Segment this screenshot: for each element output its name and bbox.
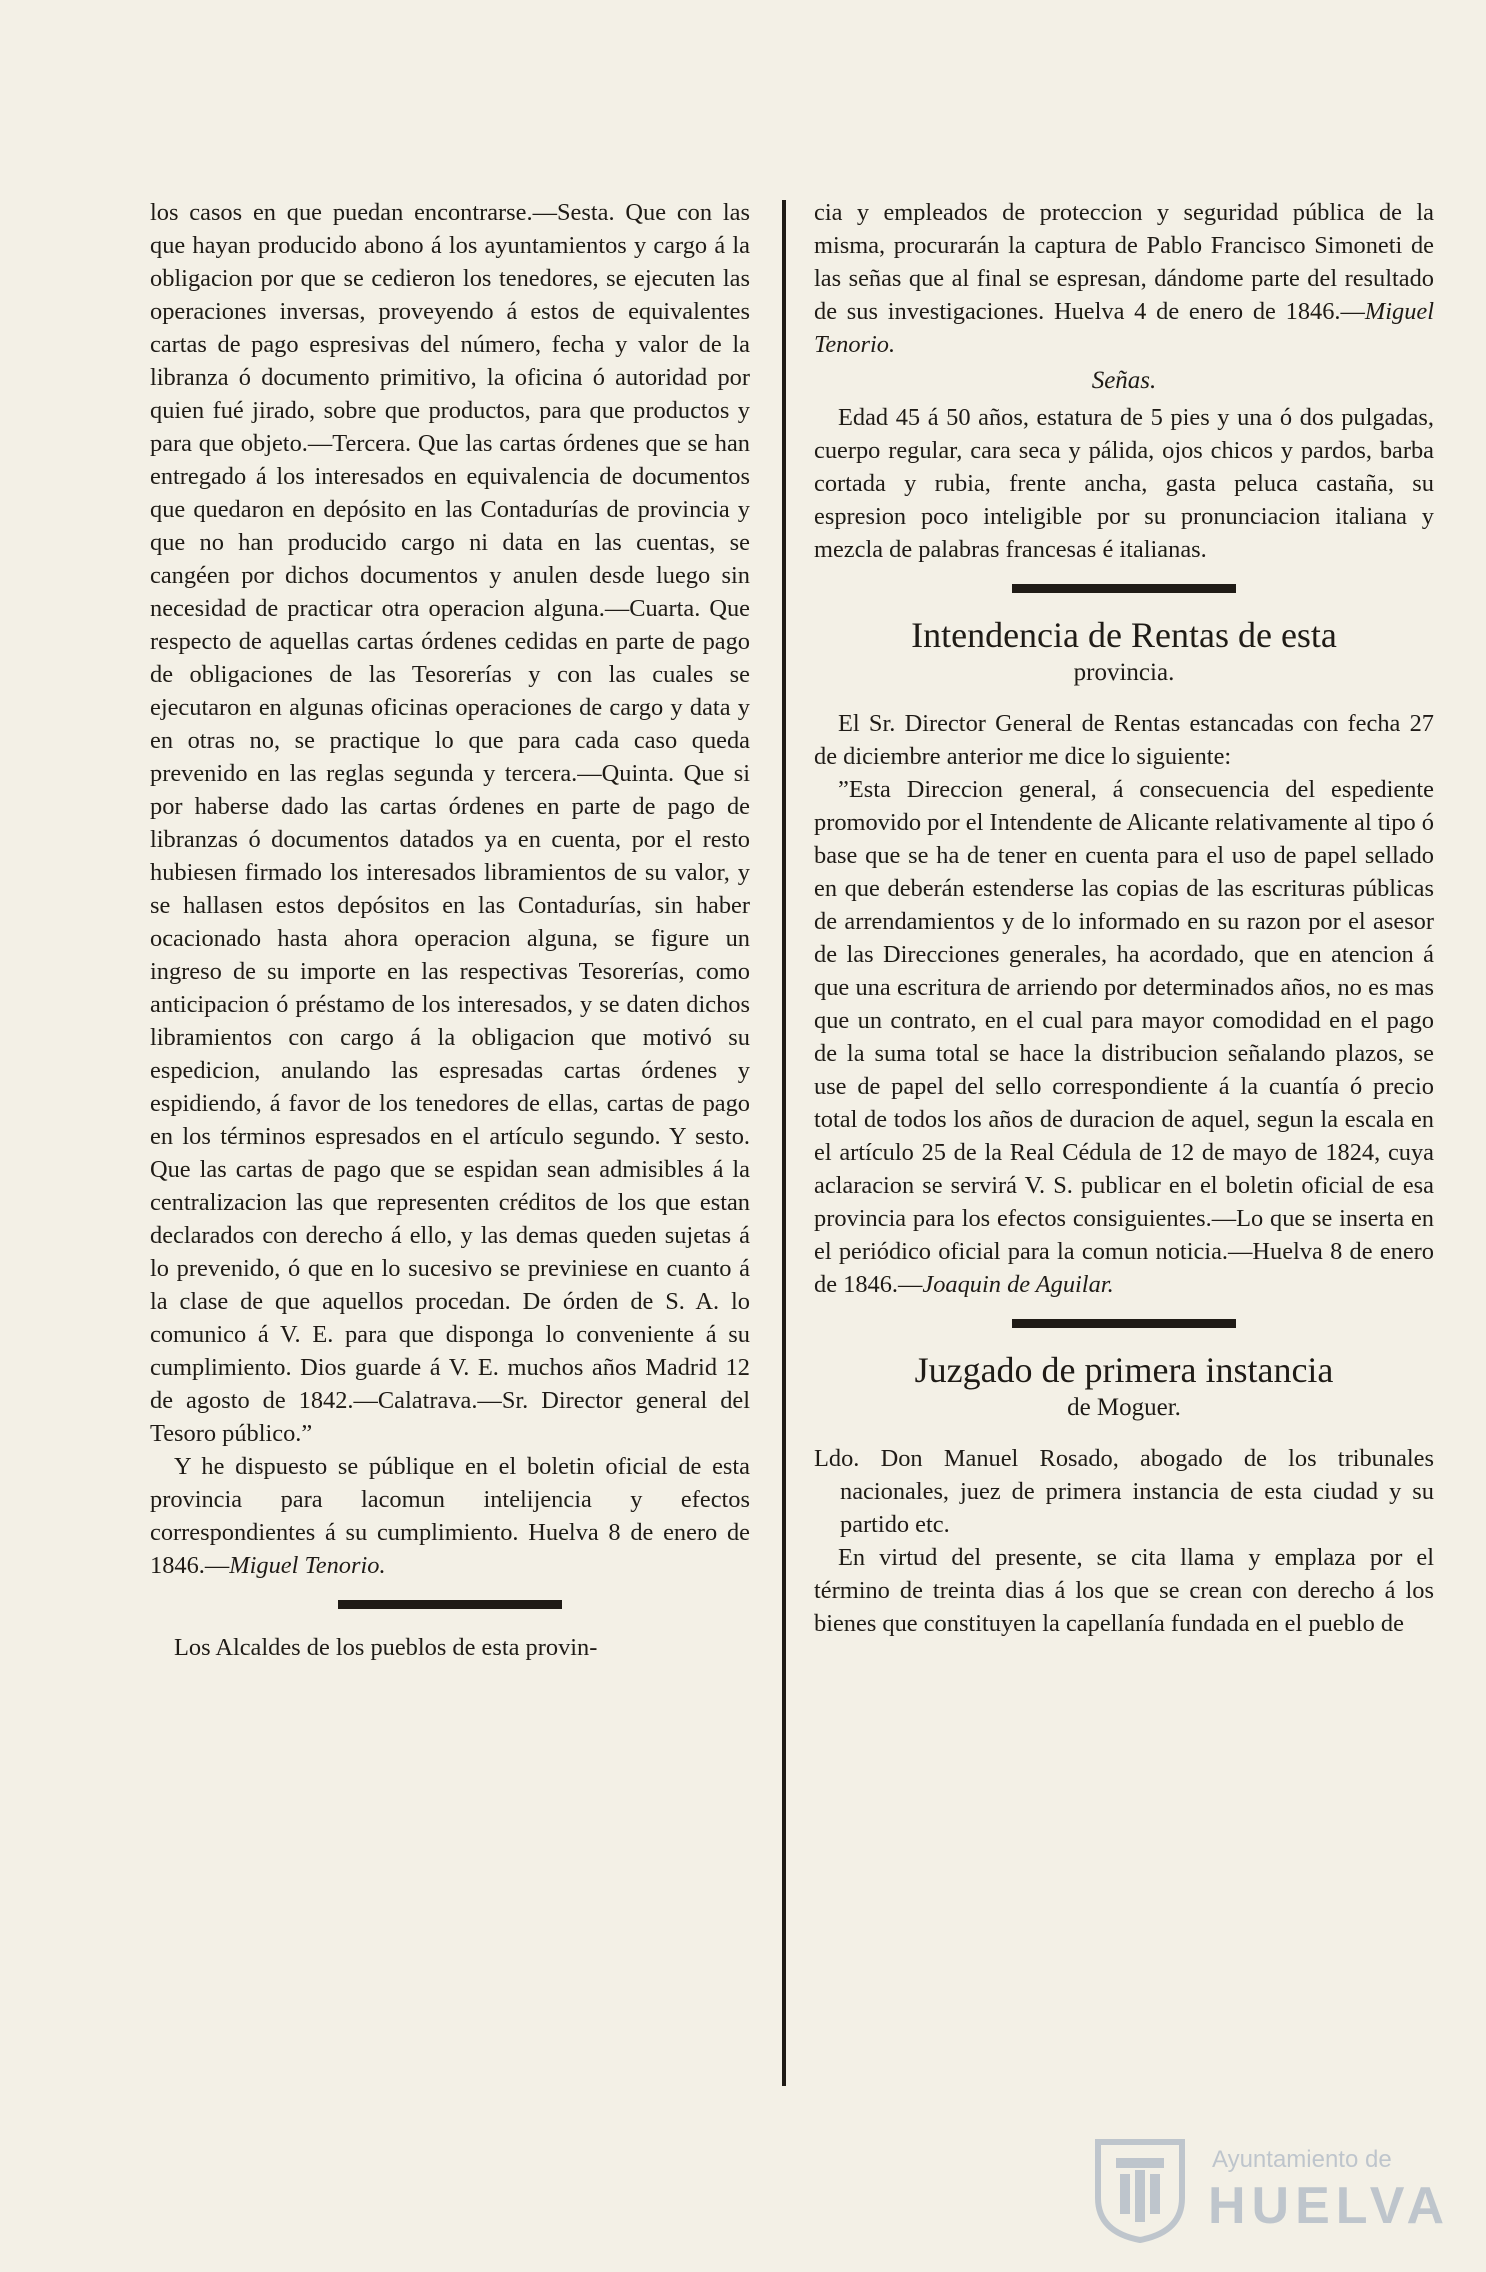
section-subheading-juzgado: de Moguer.: [1067, 1394, 1181, 1421]
left-signature: Miguel Tenorio.: [229, 1552, 386, 1579]
watermark-line-1: Ayuntamiento de: [1212, 2146, 1392, 2173]
juzgado-paragraph-1: Ldo. Don Manuel Rosado, abogado de los tribunales nacionales, juez de primera instancia de esta ciudad y su partido etc.: [814, 1445, 1434, 1538]
right-signature-1: Miguel Tenorio.: [814, 298, 1434, 358]
senas-paragraph: Edad 45 á 50 años, estatura de 5 pies y una ó dos pulgadas, cuerpo regular, cara seca y pálida, ojos chicos y pardos, barba cortada y rubia, frente ancha, gasta peluca castaña, su espresion poco inteligible por su pronunciacion italiana y mezcla de palabras francesas é italianas.: [814, 404, 1434, 563]
section-rule: [1012, 1319, 1236, 1328]
left-paragraph-3: Los Alcaldes de los pueblos de esta provin-: [174, 1634, 598, 1661]
left-paragraph-1: los casos en que puedan encontrarse.—Sesta. Que con las que hayan producido abono á los ayuntamientos y cargo á la obligacion por que se cedieron los tenedores, se ejecuten las operaciones inversas, proveyendo á estos de equivalentes cartas de pago espresivas del número, fecha y valor de la libranza ó documento primitivo, la oficina ó autoridad por quien fué jirado, sobre que productos, para que productos y para que objeto.—Tercera. Que las cartas órdenes que se han entregado á los interesados en equivalencia de documentos que quedaron en depósito en las Contadurías de provincia y que no han producido cargo ni data en las cuentas, se cangéen por dichos documentos y anulen desde luego sin necesidad de practicar otra operacion alguna.—Cuarta. Que respecto de aquellas cartas órdenes cedidas en parte de pago de obligaciones de las Tesorerías y con las cuales se ejecutaron en algunas oficinas operaciones de cargo y data y en otras no, se practique lo que para cada caso queda prevenido en las reglas segunda y tercera.—Quinta. Que si por haberse dado las cartas órdenes en parte de pago de libranzas ó documentos datados ya en cuenta, por el resto hubiesen firmado los interesados libramientos de su valor, y se hallasen estos depósitos en las Contadurías, sin haber ocacionado hasta ahora operacion alguna, se figure un ingreso de su importe en las respectivas Tesorerías, como anticipacion ó préstamo de los interesados, y se daten dichos libramientos con cargo á la obligacion que motivó su espedicion, anulando las espresadas cartas órdenes y espidiendo, á favor de los tenedores de ellas, cartas de pago en los términos espresados en el artículo segundo. Y sesto. Que las cartas de pago que se espidan sean admisibles á la centralizacion las que representen créditos de los que estan declarados con derecho á ello, y las demas queden sujetas á lo prevenido, ó que en lo sucesivo se previniese en cuanto á la clase de que aquellos procedan. De órden de S. A. lo comunico á V. E. para que disponga lo conveniente á su cumplimiento. Dios guarde á V. E. muchos años Madrid 12 de agosto de 1842.—Calatrava.—Sr. Director general del Tesoro público.”: [150, 199, 750, 1447]
section-rule: [338, 1600, 562, 1609]
intendencia-paragraph-2-text: ”Esta Direccion general, á consecuencia del espediente promovido por el Intendente de Alicante relativamente al tipo ó base que se ha de tener en cuenta para el uso de papel sellado en que deberán estenderse las copias de las escrituras públicas de arrendamientos y de lo informado en su razon por el asesor de las Direcciones generales, ha acordado, que en atencion á que una escritura de arriendo por determinados años, no es mas que un contrato, en el cual para mayor comodidad en el pago de la suma total se hace la distribucion señalando plazos, se use de papel del sello correspondiente á la cuantía ó precio total de todos los años de duracion de aquel, segun la escala en el artículo 25 de la Real Cédula de 12 de mayo de 1824, cuya aclaracion se servirá V. S. publicar en el boletin oficial de esa provincia para los efectos consiguientes.—Lo que se inserta en el periódico oficial para la comun noticia.—Huelva 8 de enero de 1846.—: [814, 776, 1434, 1298]
left-paragraph-2: [150, 1450, 750, 1582]
section-heading-intendencia: Intendencia de Rentas de esta: [911, 615, 1337, 655]
right-column: [814, 196, 1434, 1640]
shield-icon: [1090, 2136, 1190, 2244]
watermark-logo: [1090, 2136, 1451, 2246]
right-paragraph-1: [814, 196, 1434, 361]
intendencia-signature: Joaquin de Aguilar.: [922, 1271, 1114, 1298]
senas-heading: Señas.: [1091, 367, 1157, 394]
column-divider: [782, 200, 786, 2086]
right-paragraph-1-text: cia y empleados de proteccion y seguridad pública de la misma, procurarán la captura de Pablo Francisco Simoneti de las señas que al final se espresan, dándome parte del resultado de sus investigaciones. Huelva 4 de enero de 1846.—: [814, 199, 1434, 325]
section-heading-juzgado: Juzgado de primera instancia: [914, 1350, 1334, 1390]
left-column: [150, 196, 750, 1664]
left-paragraph-2-text: Y he dispuesto se públique en el boletin oficial de esta provincia para lacomun intelijencia y efectos correspondientes á su cumplimiento. Huelva 8 de enero de 1846.—: [150, 1453, 750, 1579]
watermark-line-2: HUELVA: [1208, 2177, 1451, 2235]
juzgado-paragraph-2: En virtud del presente, se cita llama y emplaza por el término de treinta dias á los que se crean con derecho á los bienes que constituyen la capellanía fundada en el pueblo de: [814, 1544, 1434, 1637]
intendencia-paragraph-2: [814, 773, 1434, 1301]
section-rule: [1012, 584, 1236, 593]
intendencia-paragraph-1: El Sr. Director General de Rentas estancadas con fecha 27 de diciembre anterior me dice lo siguiente:: [814, 710, 1434, 770]
section-subheading-intendencia: provincia.: [1073, 659, 1175, 686]
